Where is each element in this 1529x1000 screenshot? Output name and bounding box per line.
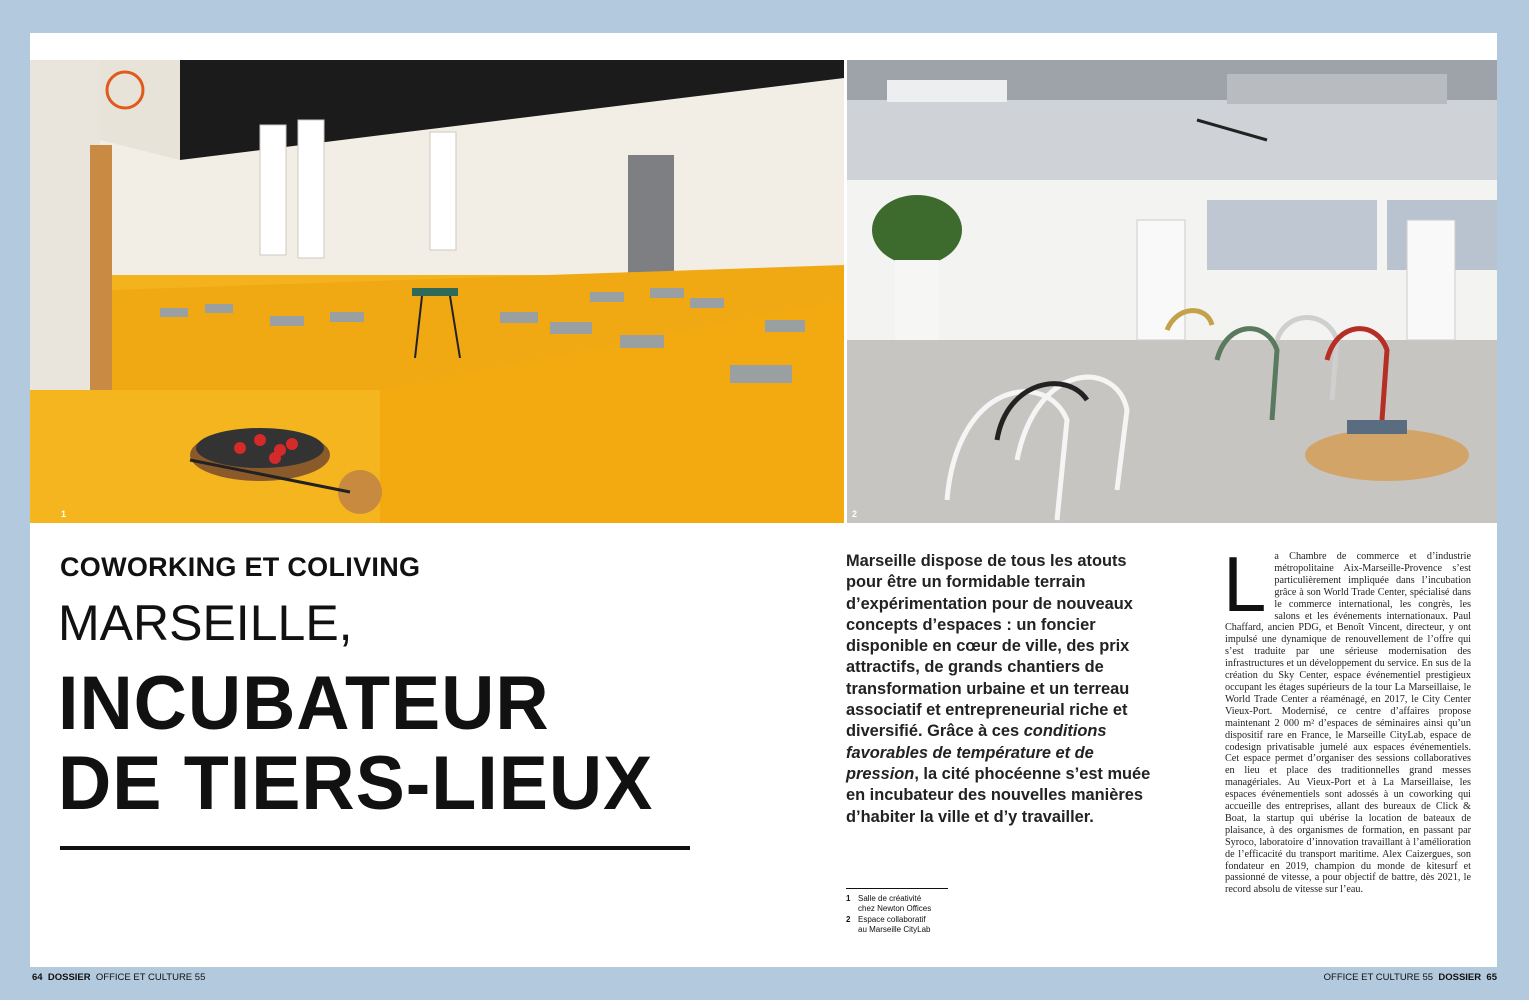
photo-number: 2 <box>852 509 858 519</box>
caption-number: 2 <box>846 915 851 924</box>
article-lede <box>846 551 1154 828</box>
photo-creativity-room <box>30 60 844 523</box>
caption-line: Salle de créativité <box>858 894 922 903</box>
caption-line: chez Newton Offices <box>858 904 932 913</box>
article-title-line-3: DE TIERS-LIEUX <box>58 741 654 826</box>
caption-divider <box>846 888 948 889</box>
photo-captions <box>846 894 996 936</box>
drop-cap: L <box>1223 540 1267 628</box>
article-body <box>1223 540 1471 896</box>
photo-number: 1 <box>61 509 67 519</box>
body-paragraph: a Chambre de commerce et d’industrie métropolitaine Aix-Marseille-Provence s’est particulièrement impliquée dans l’incubation grâce à son World Trade Center, spécialisé dans le commerce international, les congrès, les salons et les événements internationaux. Paul Chaffard, ancien PDG, et Benoît Vincent, directeur, y ont impulsé une dynamique de renouvellement de l’offre qui s’est traduite par une sérieuse modernisation des infrastructures et un développement du service. En sus de la création du Sky Center, espace événementiel prestigieux occupant les étages supérieurs de la tour La Marseillaise, le World Trade Center a réaménagé, en 2017, le City Center Vieux-Port. Modernisé, ce centre d’affaires propose maintenant 2 000 m² d’espaces de séminaires ainsi qu’un dispositif rare en France, le Marseille CityLab, espace de codesign privatisable jumelé aux espaces événementiels. Cet espace permet d’organiser des sessions collaboratives en lieu et place des traditionnelles grand messes managériales. Au Vieux-Port et à La Marseillaise, les espaces événementiels sont adossés à un coworking qui accueille des entreprises, allant des bureaux de Click & Boat, la startup qui ubérise la location de bateaux de plaisance, à des organismes de formation, en passant par Syroco, laboratoire d’innovation travaillant à l’amélioration de l’efficacité du transport maritime. Alex Caizergues, son fondateur en 2019, champion du monde de kitesurf et passionné de vitesse, a pour objectif de battre, dès 2021, le record absolu de vitesse sur l’eau. <box>1225 551 1471 896</box>
page-number-right: 65 <box>1486 972 1497 983</box>
caption-text <box>858 894 931 914</box>
article-title-line-1: MARSEILLE, <box>58 595 353 651</box>
caption-item <box>846 894 996 914</box>
photo-collaborative-space <box>847 60 1497 523</box>
magazine-name-right: OFFICE ET CULTURE 55 <box>1323 972 1434 983</box>
magazine-name-left: OFFICE ET CULTURE 55 <box>95 972 206 983</box>
caption-text <box>858 915 930 935</box>
section-name-right: DOSSIER <box>1438 972 1482 983</box>
lede-text: Marseille dispose de tous les atouts pour être un formidable terrain d’expérimentation pour de nouveaux concepts d’espaces : un foncier disponible en cœur de ville, des prix attractifs, de grands chantiers de transformation urbaine et un terreau associatif et entrepreneurial riche et diversifié. Grâce à ces <box>846 552 1133 741</box>
caption-line: Espace collaboratif <box>858 915 926 924</box>
caption-line: au Marseille CityLab <box>858 925 931 934</box>
lede-text-end: , la cité phocéenne s’est muée en incubateur des nouvelles manières d’habiter la ville et d’y travailler. <box>846 764 1151 826</box>
lede-italic-text: conditions favorables de température et de pression <box>846 722 1107 783</box>
article-kicker: COWORKING ET COLIVING <box>60 552 421 582</box>
creativity-room-illustration <box>30 60 844 523</box>
caption-item <box>846 915 996 935</box>
caption-number: 1 <box>846 894 851 903</box>
title-underline <box>60 846 690 850</box>
folio-left <box>32 972 205 983</box>
article-title-line-2: INCUBATEUR <box>58 661 550 746</box>
folio-right <box>1324 972 1497 983</box>
section-name-left: DOSSIER <box>47 972 91 983</box>
collaborative-space-illustration <box>847 60 1497 523</box>
page-number-left: 64 <box>32 972 43 983</box>
